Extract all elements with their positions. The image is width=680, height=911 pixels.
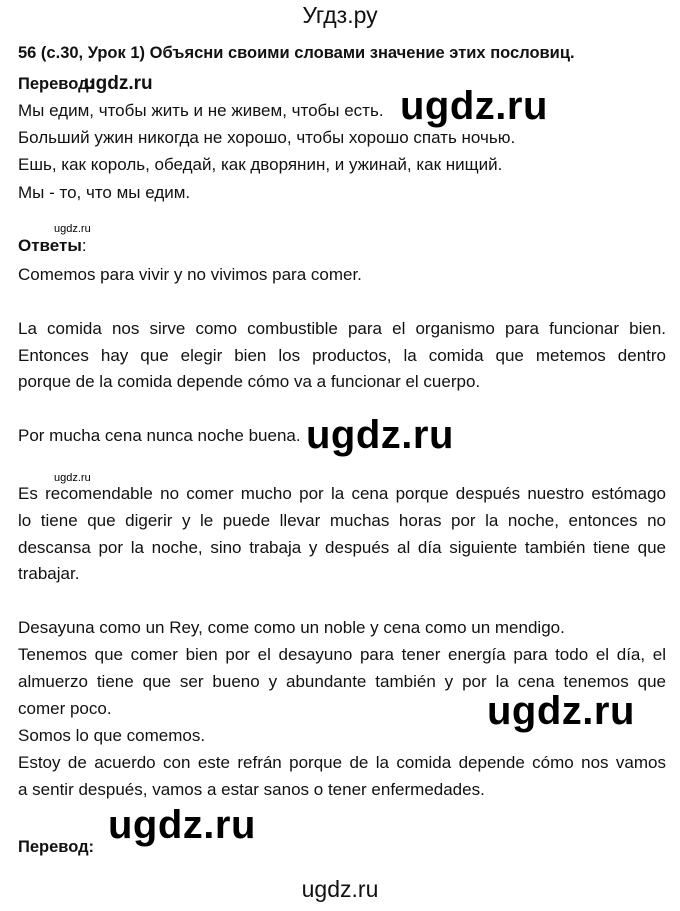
answer-line: trabajar.: [18, 564, 80, 583]
answer-line: Entonces hay que elegir bien los productos, la comida que metemos dentro: [18, 346, 666, 365]
answer-line: porque de la comida depende cómo va a funcionar el cuerpo.: [18, 372, 481, 391]
answer-line: descansa por la noche, sino trabaja y después al día siguiente también tiene que: [18, 538, 666, 557]
watermark-inline: ugdz.ru: [84, 73, 153, 94]
answer-line: almuerzo tiene que ser bueno y abundante también y por la cena tenemos que: [18, 672, 666, 691]
translation-line: Ешь, как король, обедай, как дворянин, и ужинай, как нищий.: [18, 155, 503, 174]
translation-line: Мы - то, что мы едим.: [18, 183, 191, 202]
answer-line: La comida nos sirve como combustible para el organismo para funcionar bien.: [18, 319, 666, 338]
watermark-large: ugdz.ru: [487, 689, 635, 733]
watermark-small: ugdz.ru: [54, 223, 91, 235]
footer-site-name: ugdz.ru: [301, 876, 379, 902]
answer-line: Somos lo que comemos.: [18, 726, 206, 745]
translation-line: Мы едим, чтобы жить и не живем, чтобы есть.: [18, 101, 384, 120]
task-heading: 56 (с.30, Урок 1) Объясни своими словами значение этих пословиц.: [18, 44, 575, 62]
answer-line: a sentir después, vamos a estar sanos o tener enfermedades.: [18, 780, 485, 799]
answer-line: comer poco.: [18, 699, 112, 718]
site-title: Угдз.ру: [302, 2, 378, 28]
answer-line: Desayuna como un Rey, come como un noble y cena como un mendigo.: [18, 618, 565, 637]
watermark-large: ugdz.ru: [306, 413, 454, 457]
answer-line: Estoy de acuerdo con este refrán porque de la comida depende cómo nos vamos: [18, 753, 666, 772]
watermark-small: ugdz.ru: [54, 472, 91, 484]
answer-line: lo tiene que digerir y le puede llevar muchas horas por la noche, entonces no: [18, 511, 666, 530]
watermark-large: ugdz.ru: [400, 84, 548, 128]
answer-line: Tenemos que comer bien por el desayuno para tener energía para todo el día, el: [18, 645, 666, 664]
answer-line: Comemos para vivir y no vivimos para comer.: [18, 265, 362, 284]
answers-label: Ответы:: [18, 236, 87, 255]
watermark-large: ugdz.ru: [108, 803, 256, 847]
answer-line: Es recomendable no comer mucho por la cena porque después nuestro estómago: [18, 484, 666, 503]
translation-line: Больший ужин никогда не хорошо, чтобы хорошо спать ночью.: [18, 128, 516, 147]
translation-label-bottom: Перевод:: [18, 838, 95, 856]
answer-line: Por mucha cena nunca noche buena.: [18, 426, 301, 445]
translation-label: Перевод:: [18, 75, 95, 93]
